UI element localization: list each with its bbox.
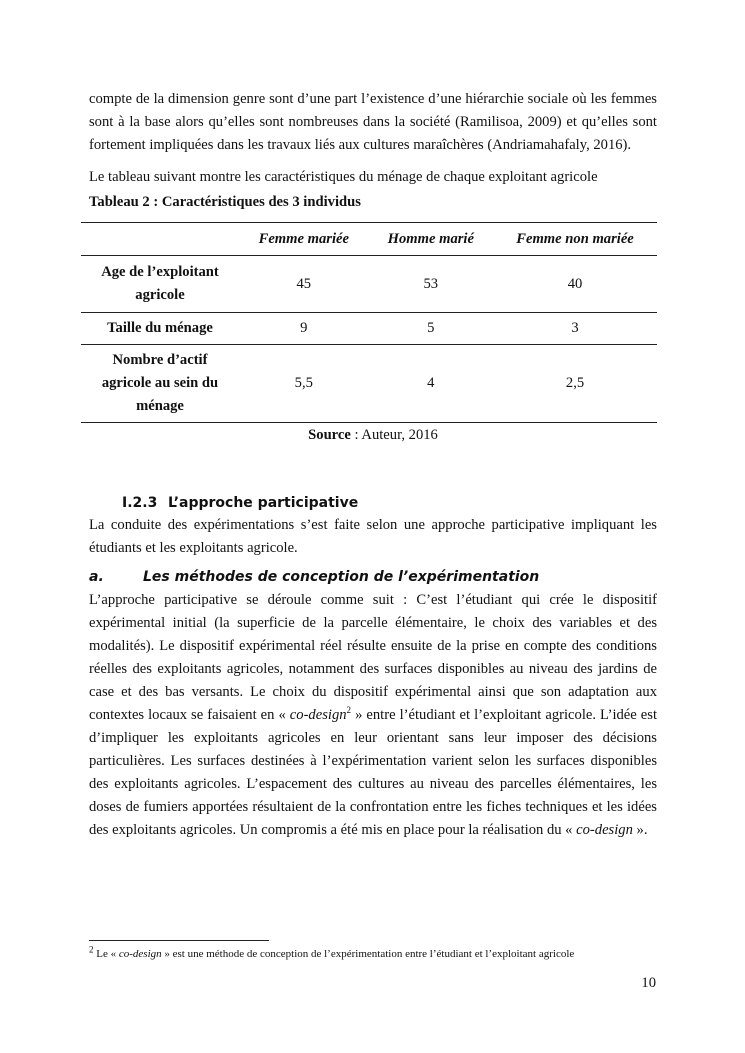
table-header-femme-non-mariee: Femme non mariée [493, 223, 657, 256]
row-label-actifs: Nombre d’actif agricole au sein du ménage [101, 352, 219, 414]
table-header-homme-marie: Homme marié [369, 223, 493, 256]
page-body [89, 88, 657, 842]
table-cell: 5,5 [294, 375, 313, 391]
intro-paragraph-2: Le tableau suivant montre les caractéristiques du ménage de chaque exploitant agricole [89, 169, 598, 185]
footnote-ref[interactable]: 2 [346, 705, 352, 716]
term-co-design: co-design [289, 707, 347, 723]
paragraph-text: » entre l’étudiant et l’exploitant agricole. L’idée est d’impliquer les exploitants agricoles en leur orientant sans leur imposer des décisions particulières. Les surfaces destinées à l’expérimentation varient selon les surfaces disponibles des exploitants agricoles. L’espacement des cultures au niveau des parcelles élémentaires, les doses de fumiers apportées résultaient de la confrontation entre les fiches techniques et les idées des exploitants agricoles. Un compromis a été mis en place pour la réalisation du « [89, 707, 657, 838]
footnote-term: co-design [118, 948, 162, 960]
footnote-text: » est une méthode de conception de l’expérimentation entre l’étudiant et l’exploitant agricole [161, 948, 575, 960]
subsection-letter: a. [89, 569, 104, 585]
table-cell: 2,5 [565, 375, 585, 391]
table-caption: Tableau 2 : Caractéristiques des 3 individus [89, 194, 361, 210]
table-cell: 4 [427, 375, 435, 391]
table-row [81, 345, 657, 423]
footnote-number: 2 [89, 944, 94, 955]
characteristics-table [81, 222, 657, 423]
table-cell: 45 [296, 275, 312, 292]
intro-paragraph-1: compte de la dimension genre sont d’une part l’existence d’une hiérarchie sociale où les femmes sont à la base alors qu’elles sont nombreuses dans la société (Ramilisoa, 2009) et qu’elles sont fortement impliquées dans les travaux liés aux cultures maraîchères (Andriamahafaly, 2016). [89, 91, 657, 153]
section-paragraph: La conduite des expérimentations s’est faite selon une approche participative impliquant les étudiants et les exploitants agricole. [89, 517, 657, 556]
paragraph-text: ». [632, 822, 648, 838]
table-header-femme-mariee: Femme mariée [239, 223, 369, 256]
table-row [81, 256, 657, 313]
table-row [81, 313, 657, 345]
section-heading [89, 492, 657, 514]
row-label-age: Age de l’exploitant agricole [101, 264, 219, 303]
source-label: Source [308, 427, 351, 443]
table-cell: 40 [567, 275, 583, 292]
table-cell: 3 [571, 320, 579, 336]
footnote [89, 946, 669, 962]
subsection-heading [89, 566, 657, 589]
footnote-divider [89, 940, 269, 941]
table-source [89, 424, 657, 447]
table-header-row [81, 223, 657, 256]
section-number: I.2.3 [122, 495, 158, 511]
page-number: 10 [641, 975, 656, 991]
subsection-paragraph [89, 589, 657, 842]
paragraph-text: L’approche participative se déroule comme suit : C’est l’étudiant qui crée le dispositif expérimental initial (la superficie de la parcelle élémentaire, le choix des variables et des modalités). Le dispositif expérimental réel résulte ensuite de la prise en compte des conditions réelles des exploitants agricoles, notamment des surfaces disponibles au niveau des jardins de case et des bas versants. Le choix du dispositif expérimental ainsi que son adaptation aux contextes locaux se faisaient en « [89, 592, 657, 723]
table-header-empty [81, 223, 239, 256]
table-cell: 53 [423, 275, 439, 292]
subsection-title: Les méthodes de conception de l’expérimentation [143, 569, 540, 585]
source-text: : Auteur, 2016 [350, 427, 438, 443]
row-label-taille: Taille du ménage [107, 320, 213, 336]
table-cell: 5 [427, 320, 435, 336]
term-co-design: co-design [576, 822, 633, 838]
footnote-text: Le « [93, 948, 119, 960]
table-cell: 9 [300, 320, 308, 336]
section-title: L’approche participative [168, 495, 359, 511]
